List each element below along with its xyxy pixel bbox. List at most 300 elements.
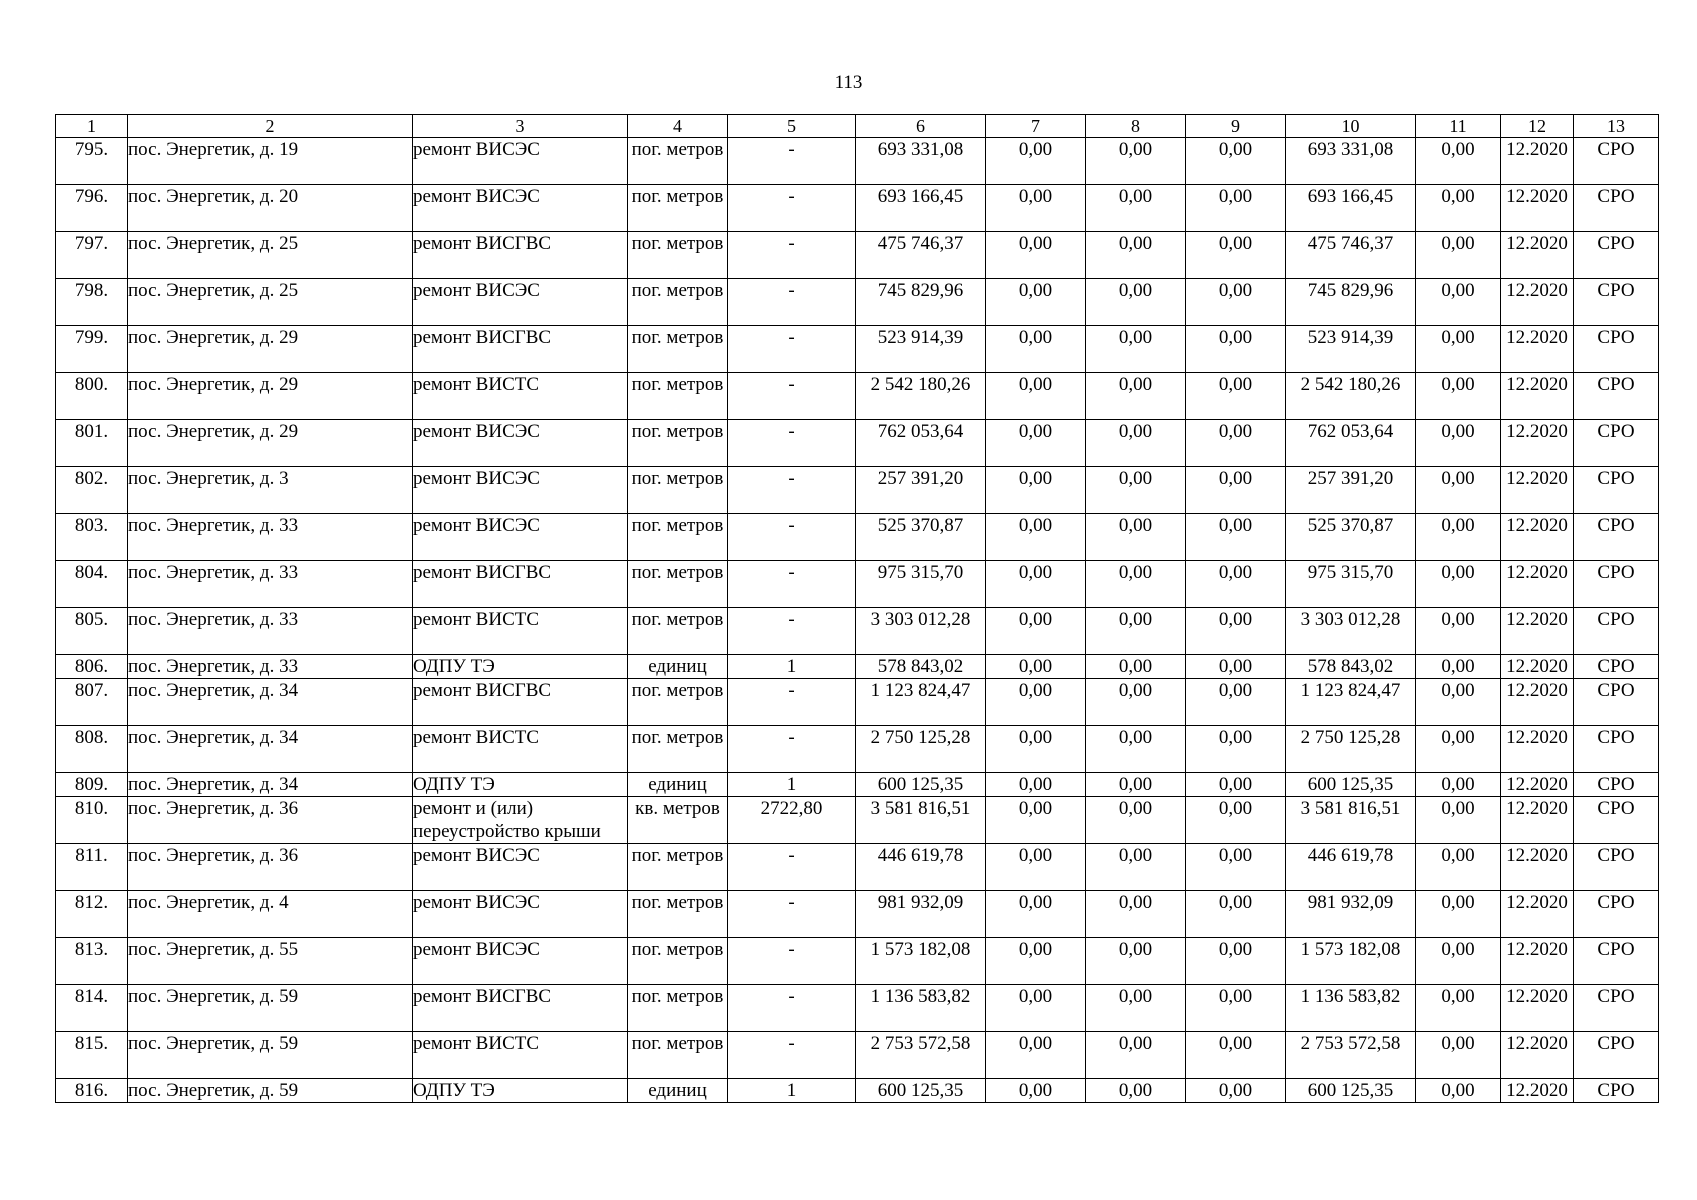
column-header-1: 1 <box>56 115 128 138</box>
work-type-cell: ремонт ВИСЭС <box>413 185 628 232</box>
quantity-cell: - <box>728 938 856 985</box>
table-row <box>56 891 1659 938</box>
col7-cell: 0,00 <box>986 985 1086 1032</box>
quantity-cell: - <box>728 279 856 326</box>
table-row <box>56 773 1659 797</box>
total-cost-cell: 446 619,78 <box>856 844 986 891</box>
work-type-cell: ОДПУ ТЭ <box>413 773 628 797</box>
organization-cell: СРО <box>1574 326 1659 373</box>
quantity-cell: - <box>728 138 856 185</box>
col8-cell: 0,00 <box>1086 467 1186 514</box>
col11-cell: 0,00 <box>1416 985 1501 1032</box>
col10-cell: 981 932,09 <box>1286 891 1416 938</box>
address-cell: пос. Энергетик, д. 29 <box>128 326 413 373</box>
total-cost-cell: 745 829,96 <box>856 279 986 326</box>
unit-cell: пог. метров <box>628 844 728 891</box>
date-cell: 12.2020 <box>1501 844 1574 891</box>
organization-cell: СРО <box>1574 985 1659 1032</box>
col11-cell: 0,00 <box>1416 797 1501 844</box>
table-row <box>56 326 1659 373</box>
col11-cell: 0,00 <box>1416 679 1501 726</box>
row-number: 795. <box>56 138 128 185</box>
col9-cell: 0,00 <box>1186 797 1286 844</box>
work-type-cell: ремонт ВИСТС <box>413 726 628 773</box>
unit-cell: пог. метров <box>628 608 728 655</box>
quantity-cell: - <box>728 726 856 773</box>
table-row <box>56 608 1659 655</box>
col11-cell: 0,00 <box>1416 561 1501 608</box>
row-number: 805. <box>56 608 128 655</box>
col11-cell: 0,00 <box>1416 608 1501 655</box>
col11-cell: 0,00 <box>1416 773 1501 797</box>
quantity-cell: 1 <box>728 1079 856 1103</box>
unit-cell: кв. метров <box>628 797 728 844</box>
address-cell: пос. Энергетик, д. 34 <box>128 726 413 773</box>
col10-cell: 3 581 816,51 <box>1286 797 1416 844</box>
work-type-cell: ремонт ВИСЭС <box>413 138 628 185</box>
work-type-cell: ремонт ВИСТС <box>413 1032 628 1079</box>
table-row <box>56 938 1659 985</box>
date-cell: 12.2020 <box>1501 1032 1574 1079</box>
header-row <box>56 115 1659 138</box>
table-row <box>56 1079 1659 1103</box>
col10-cell: 600 125,35 <box>1286 773 1416 797</box>
col8-cell: 0,00 <box>1086 773 1186 797</box>
date-cell: 12.2020 <box>1501 326 1574 373</box>
total-cost-cell: 2 750 125,28 <box>856 726 986 773</box>
work-type-cell: ремонт ВИСЭС <box>413 938 628 985</box>
col11-cell: 0,00 <box>1416 232 1501 279</box>
col10-cell: 446 619,78 <box>1286 844 1416 891</box>
date-cell: 12.2020 <box>1501 279 1574 326</box>
row-number: 801. <box>56 420 128 467</box>
col7-cell: 0,00 <box>986 608 1086 655</box>
col8-cell: 0,00 <box>1086 138 1186 185</box>
row-number: 811. <box>56 844 128 891</box>
table-row <box>56 985 1659 1032</box>
row-number: 814. <box>56 985 128 1032</box>
address-cell: пос. Энергетик, д. 59 <box>128 985 413 1032</box>
quantity-cell: - <box>728 679 856 726</box>
organization-cell: СРО <box>1574 232 1659 279</box>
total-cost-cell: 2 542 180,26 <box>856 373 986 420</box>
total-cost-cell: 578 843,02 <box>856 655 986 679</box>
organization-cell: СРО <box>1574 420 1659 467</box>
col11-cell: 0,00 <box>1416 891 1501 938</box>
work-type-cell: ремонт ВИСТС <box>413 373 628 420</box>
organization-cell: СРО <box>1574 185 1659 232</box>
quantity-cell: - <box>728 232 856 279</box>
unit-cell: пог. метров <box>628 185 728 232</box>
total-cost-cell: 975 315,70 <box>856 561 986 608</box>
date-cell: 12.2020 <box>1501 420 1574 467</box>
organization-cell: СРО <box>1574 608 1659 655</box>
table-row <box>56 655 1659 679</box>
column-header-8: 8 <box>1086 115 1186 138</box>
unit-cell: пог. метров <box>628 891 728 938</box>
organization-cell: СРО <box>1574 373 1659 420</box>
col11-cell: 0,00 <box>1416 1032 1501 1079</box>
col8-cell: 0,00 <box>1086 938 1186 985</box>
date-cell: 12.2020 <box>1501 773 1574 797</box>
date-cell: 12.2020 <box>1501 561 1574 608</box>
work-type-cell: ремонт ВИСГВС <box>413 985 628 1032</box>
row-number: 797. <box>56 232 128 279</box>
unit-cell: пог. метров <box>628 373 728 420</box>
col7-cell: 0,00 <box>986 797 1086 844</box>
unit-cell: пог. метров <box>628 561 728 608</box>
column-header-13: 13 <box>1574 115 1659 138</box>
col8-cell: 0,00 <box>1086 1032 1186 1079</box>
organization-cell: СРО <box>1574 891 1659 938</box>
table-row <box>56 726 1659 773</box>
col11-cell: 0,00 <box>1416 1079 1501 1103</box>
column-header-4: 4 <box>628 115 728 138</box>
col7-cell: 0,00 <box>986 420 1086 467</box>
quantity-cell: - <box>728 420 856 467</box>
quantity-cell: - <box>728 373 856 420</box>
col7-cell: 0,00 <box>986 844 1086 891</box>
column-header-11: 11 <box>1416 115 1501 138</box>
organization-cell: СРО <box>1574 514 1659 561</box>
total-cost-cell: 525 370,87 <box>856 514 986 561</box>
date-cell: 12.2020 <box>1501 185 1574 232</box>
col10-cell: 523 914,39 <box>1286 326 1416 373</box>
unit-cell: пог. метров <box>628 138 728 185</box>
row-number: 808. <box>56 726 128 773</box>
table-row <box>56 467 1659 514</box>
work-type-cell: ремонт ВИСТС <box>413 608 628 655</box>
col10-cell: 1 573 182,08 <box>1286 938 1416 985</box>
column-header-5: 5 <box>728 115 856 138</box>
col9-cell: 0,00 <box>1186 608 1286 655</box>
date-cell: 12.2020 <box>1501 891 1574 938</box>
unit-cell: пог. метров <box>628 420 728 467</box>
col10-cell: 745 829,96 <box>1286 279 1416 326</box>
works-table <box>55 114 1659 1103</box>
organization-cell: СРО <box>1574 938 1659 985</box>
col9-cell: 0,00 <box>1186 279 1286 326</box>
row-number: 806. <box>56 655 128 679</box>
unit-cell: пог. метров <box>628 326 728 373</box>
col8-cell: 0,00 <box>1086 679 1186 726</box>
work-type-cell: ремонт и (или) переустройство крыши <box>413 797 628 844</box>
address-cell: пос. Энергетик, д. 33 <box>128 514 413 561</box>
quantity-cell: - <box>728 844 856 891</box>
col8-cell: 0,00 <box>1086 797 1186 844</box>
col8-cell: 0,00 <box>1086 514 1186 561</box>
address-cell: пос. Энергетик, д. 34 <box>128 773 413 797</box>
unit-cell: единиц <box>628 655 728 679</box>
total-cost-cell: 1 136 583,82 <box>856 985 986 1032</box>
work-type-cell: ремонт ВИСЭС <box>413 514 628 561</box>
organization-cell: СРО <box>1574 797 1659 844</box>
table-row <box>56 679 1659 726</box>
col8-cell: 0,00 <box>1086 608 1186 655</box>
work-type-cell: ремонт ВИСЭС <box>413 844 628 891</box>
quantity-cell: - <box>728 608 856 655</box>
row-number: 815. <box>56 1032 128 1079</box>
quantity-cell: - <box>728 467 856 514</box>
total-cost-cell: 257 391,20 <box>856 467 986 514</box>
organization-cell: СРО <box>1574 679 1659 726</box>
unit-cell: пог. метров <box>628 938 728 985</box>
col7-cell: 0,00 <box>986 773 1086 797</box>
col8-cell: 0,00 <box>1086 726 1186 773</box>
col7-cell: 0,00 <box>986 279 1086 326</box>
address-cell: пос. Энергетик, д. 34 <box>128 679 413 726</box>
col10-cell: 475 746,37 <box>1286 232 1416 279</box>
date-cell: 12.2020 <box>1501 373 1574 420</box>
table-row <box>56 514 1659 561</box>
col9-cell: 0,00 <box>1186 1032 1286 1079</box>
row-number: 796. <box>56 185 128 232</box>
organization-cell: СРО <box>1574 138 1659 185</box>
unit-cell: пог. метров <box>628 726 728 773</box>
date-cell: 12.2020 <box>1501 608 1574 655</box>
col7-cell: 0,00 <box>986 326 1086 373</box>
address-cell: пос. Энергетик, д. 36 <box>128 797 413 844</box>
work-type-cell: ремонт ВИСГВС <box>413 679 628 726</box>
row-number: 798. <box>56 279 128 326</box>
work-type-cell: ремонт ВИСГВС <box>413 561 628 608</box>
address-cell: пос. Энергетик, д. 29 <box>128 420 413 467</box>
unit-cell: единиц <box>628 773 728 797</box>
address-cell: пос. Энергетик, д. 3 <box>128 467 413 514</box>
unit-cell: пог. метров <box>628 467 728 514</box>
col8-cell: 0,00 <box>1086 373 1186 420</box>
col11-cell: 0,00 <box>1416 185 1501 232</box>
work-type-cell: ремонт ВИСГВС <box>413 232 628 279</box>
col10-cell: 257 391,20 <box>1286 467 1416 514</box>
row-number: 802. <box>56 467 128 514</box>
col8-cell: 0,00 <box>1086 326 1186 373</box>
address-cell: пос. Энергетик, д. 36 <box>128 844 413 891</box>
address-cell: пос. Энергетик, д. 33 <box>128 561 413 608</box>
col7-cell: 0,00 <box>986 373 1086 420</box>
address-cell: пос. Энергетик, д. 25 <box>128 279 413 326</box>
table-row <box>56 420 1659 467</box>
total-cost-cell: 523 914,39 <box>856 326 986 373</box>
col9-cell: 0,00 <box>1186 773 1286 797</box>
col11-cell: 0,00 <box>1416 844 1501 891</box>
table-header <box>56 115 1659 138</box>
col10-cell: 3 303 012,28 <box>1286 608 1416 655</box>
organization-cell: СРО <box>1574 844 1659 891</box>
date-cell: 12.2020 <box>1501 679 1574 726</box>
row-number: 800. <box>56 373 128 420</box>
col11-cell: 0,00 <box>1416 138 1501 185</box>
quantity-cell: - <box>728 561 856 608</box>
row-number: 810. <box>56 797 128 844</box>
col8-cell: 0,00 <box>1086 185 1186 232</box>
row-number: 813. <box>56 938 128 985</box>
col8-cell: 0,00 <box>1086 1079 1186 1103</box>
col11-cell: 0,00 <box>1416 514 1501 561</box>
table-row <box>56 138 1659 185</box>
work-type-cell: ремонт ВИСГВС <box>413 326 628 373</box>
col7-cell: 0,00 <box>986 138 1086 185</box>
address-cell: пос. Энергетик, д. 20 <box>128 185 413 232</box>
quantity-cell: - <box>728 1032 856 1079</box>
table-row <box>56 797 1659 844</box>
work-type-cell: ОДПУ ТЭ <box>413 655 628 679</box>
col9-cell: 0,00 <box>1186 467 1286 514</box>
row-number: 803. <box>56 514 128 561</box>
col11-cell: 0,00 <box>1416 326 1501 373</box>
col10-cell: 762 053,64 <box>1286 420 1416 467</box>
row-number: 799. <box>56 326 128 373</box>
total-cost-cell: 3 581 816,51 <box>856 797 986 844</box>
table-row <box>56 279 1659 326</box>
quantity-cell: - <box>728 514 856 561</box>
address-cell: пос. Энергетик, д. 59 <box>128 1032 413 1079</box>
col8-cell: 0,00 <box>1086 561 1186 608</box>
unit-cell: пог. метров <box>628 279 728 326</box>
total-cost-cell: 1 573 182,08 <box>856 938 986 985</box>
address-cell: пос. Энергетик, д. 55 <box>128 938 413 985</box>
total-cost-cell: 600 125,35 <box>856 1079 986 1103</box>
col11-cell: 0,00 <box>1416 655 1501 679</box>
organization-cell: СРО <box>1574 561 1659 608</box>
work-type-cell: ремонт ВИСЭС <box>413 467 628 514</box>
col9-cell: 0,00 <box>1186 1079 1286 1103</box>
col7-cell: 0,00 <box>986 726 1086 773</box>
row-number: 816. <box>56 1079 128 1103</box>
total-cost-cell: 600 125,35 <box>856 773 986 797</box>
col10-cell: 975 315,70 <box>1286 561 1416 608</box>
date-cell: 12.2020 <box>1501 138 1574 185</box>
quantity-cell: - <box>728 185 856 232</box>
col7-cell: 0,00 <box>986 1032 1086 1079</box>
work-type-cell: ОДПУ ТЭ <box>413 1079 628 1103</box>
table-row <box>56 844 1659 891</box>
address-cell: пос. Энергетик, д. 33 <box>128 655 413 679</box>
col10-cell: 2 753 572,58 <box>1286 1032 1416 1079</box>
col10-cell: 2 542 180,26 <box>1286 373 1416 420</box>
col8-cell: 0,00 <box>1086 891 1186 938</box>
address-cell: пос. Энергетик, д. 33 <box>128 608 413 655</box>
col7-cell: 0,00 <box>986 185 1086 232</box>
table-row <box>56 232 1659 279</box>
col11-cell: 0,00 <box>1416 373 1501 420</box>
work-type-cell: ремонт ВИСЭС <box>413 420 628 467</box>
col8-cell: 0,00 <box>1086 844 1186 891</box>
col10-cell: 693 331,08 <box>1286 138 1416 185</box>
total-cost-cell: 3 303 012,28 <box>856 608 986 655</box>
date-cell: 12.2020 <box>1501 797 1574 844</box>
organization-cell: СРО <box>1574 655 1659 679</box>
table-row <box>56 1032 1659 1079</box>
col11-cell: 0,00 <box>1416 726 1501 773</box>
unit-cell: пог. метров <box>628 514 728 561</box>
col9-cell: 0,00 <box>1186 326 1286 373</box>
column-header-9: 9 <box>1186 115 1286 138</box>
date-cell: 12.2020 <box>1501 514 1574 561</box>
col8-cell: 0,00 <box>1086 279 1186 326</box>
col9-cell: 0,00 <box>1186 891 1286 938</box>
row-number: 812. <box>56 891 128 938</box>
unit-cell: пог. метров <box>628 232 728 279</box>
col9-cell: 0,00 <box>1186 726 1286 773</box>
table-row <box>56 185 1659 232</box>
organization-cell: СРО <box>1574 726 1659 773</box>
col7-cell: 0,00 <box>986 655 1086 679</box>
col10-cell: 1 136 583,82 <box>1286 985 1416 1032</box>
quantity-cell: 1 <box>728 773 856 797</box>
address-cell: пос. Энергетик, д. 4 <box>128 891 413 938</box>
col9-cell: 0,00 <box>1186 420 1286 467</box>
column-header-7: 7 <box>986 115 1086 138</box>
col10-cell: 525 370,87 <box>1286 514 1416 561</box>
col10-cell: 2 750 125,28 <box>1286 726 1416 773</box>
total-cost-cell: 693 331,08 <box>856 138 986 185</box>
col7-cell: 0,00 <box>986 1079 1086 1103</box>
col9-cell: 0,00 <box>1186 232 1286 279</box>
organization-cell: СРО <box>1574 279 1659 326</box>
address-cell: пос. Энергетик, д. 29 <box>128 373 413 420</box>
total-cost-cell: 475 746,37 <box>856 232 986 279</box>
row-number: 807. <box>56 679 128 726</box>
col10-cell: 1 123 824,47 <box>1286 679 1416 726</box>
total-cost-cell: 693 166,45 <box>856 185 986 232</box>
col10-cell: 600 125,35 <box>1286 1079 1416 1103</box>
date-cell: 12.2020 <box>1501 655 1574 679</box>
quantity-cell: - <box>728 326 856 373</box>
col11-cell: 0,00 <box>1416 467 1501 514</box>
quantity-cell: - <box>728 985 856 1032</box>
col7-cell: 0,00 <box>986 232 1086 279</box>
col9-cell: 0,00 <box>1186 373 1286 420</box>
col8-cell: 0,00 <box>1086 232 1186 279</box>
row-number: 809. <box>56 773 128 797</box>
date-cell: 12.2020 <box>1501 467 1574 514</box>
column-header-10: 10 <box>1286 115 1416 138</box>
total-cost-cell: 762 053,64 <box>856 420 986 467</box>
col9-cell: 0,00 <box>1186 938 1286 985</box>
col7-cell: 0,00 <box>986 514 1086 561</box>
date-cell: 12.2020 <box>1501 1079 1574 1103</box>
page-number: 113 <box>834 72 863 93</box>
col7-cell: 0,00 <box>986 938 1086 985</box>
col10-cell: 693 166,45 <box>1286 185 1416 232</box>
col8-cell: 0,00 <box>1086 985 1186 1032</box>
table-row <box>56 373 1659 420</box>
total-cost-cell: 981 932,09 <box>856 891 986 938</box>
col11-cell: 0,00 <box>1416 938 1501 985</box>
col9-cell: 0,00 <box>1186 561 1286 608</box>
column-header-12: 12 <box>1501 115 1574 138</box>
unit-cell: пог. метров <box>628 985 728 1032</box>
table-body <box>56 138 1659 1103</box>
col9-cell: 0,00 <box>1186 985 1286 1032</box>
col9-cell: 0,00 <box>1186 138 1286 185</box>
col9-cell: 0,00 <box>1186 185 1286 232</box>
row-number: 804. <box>56 561 128 608</box>
column-header-3: 3 <box>413 115 628 138</box>
column-header-6: 6 <box>856 115 986 138</box>
col7-cell: 0,00 <box>986 467 1086 514</box>
quantity-cell: - <box>728 891 856 938</box>
col7-cell: 0,00 <box>986 561 1086 608</box>
table-row <box>56 561 1659 608</box>
date-cell: 12.2020 <box>1501 938 1574 985</box>
address-cell: пос. Энергетик, д. 19 <box>128 138 413 185</box>
date-cell: 12.2020 <box>1501 985 1574 1032</box>
col9-cell: 0,00 <box>1186 679 1286 726</box>
column-header-2: 2 <box>128 115 413 138</box>
col8-cell: 0,00 <box>1086 420 1186 467</box>
